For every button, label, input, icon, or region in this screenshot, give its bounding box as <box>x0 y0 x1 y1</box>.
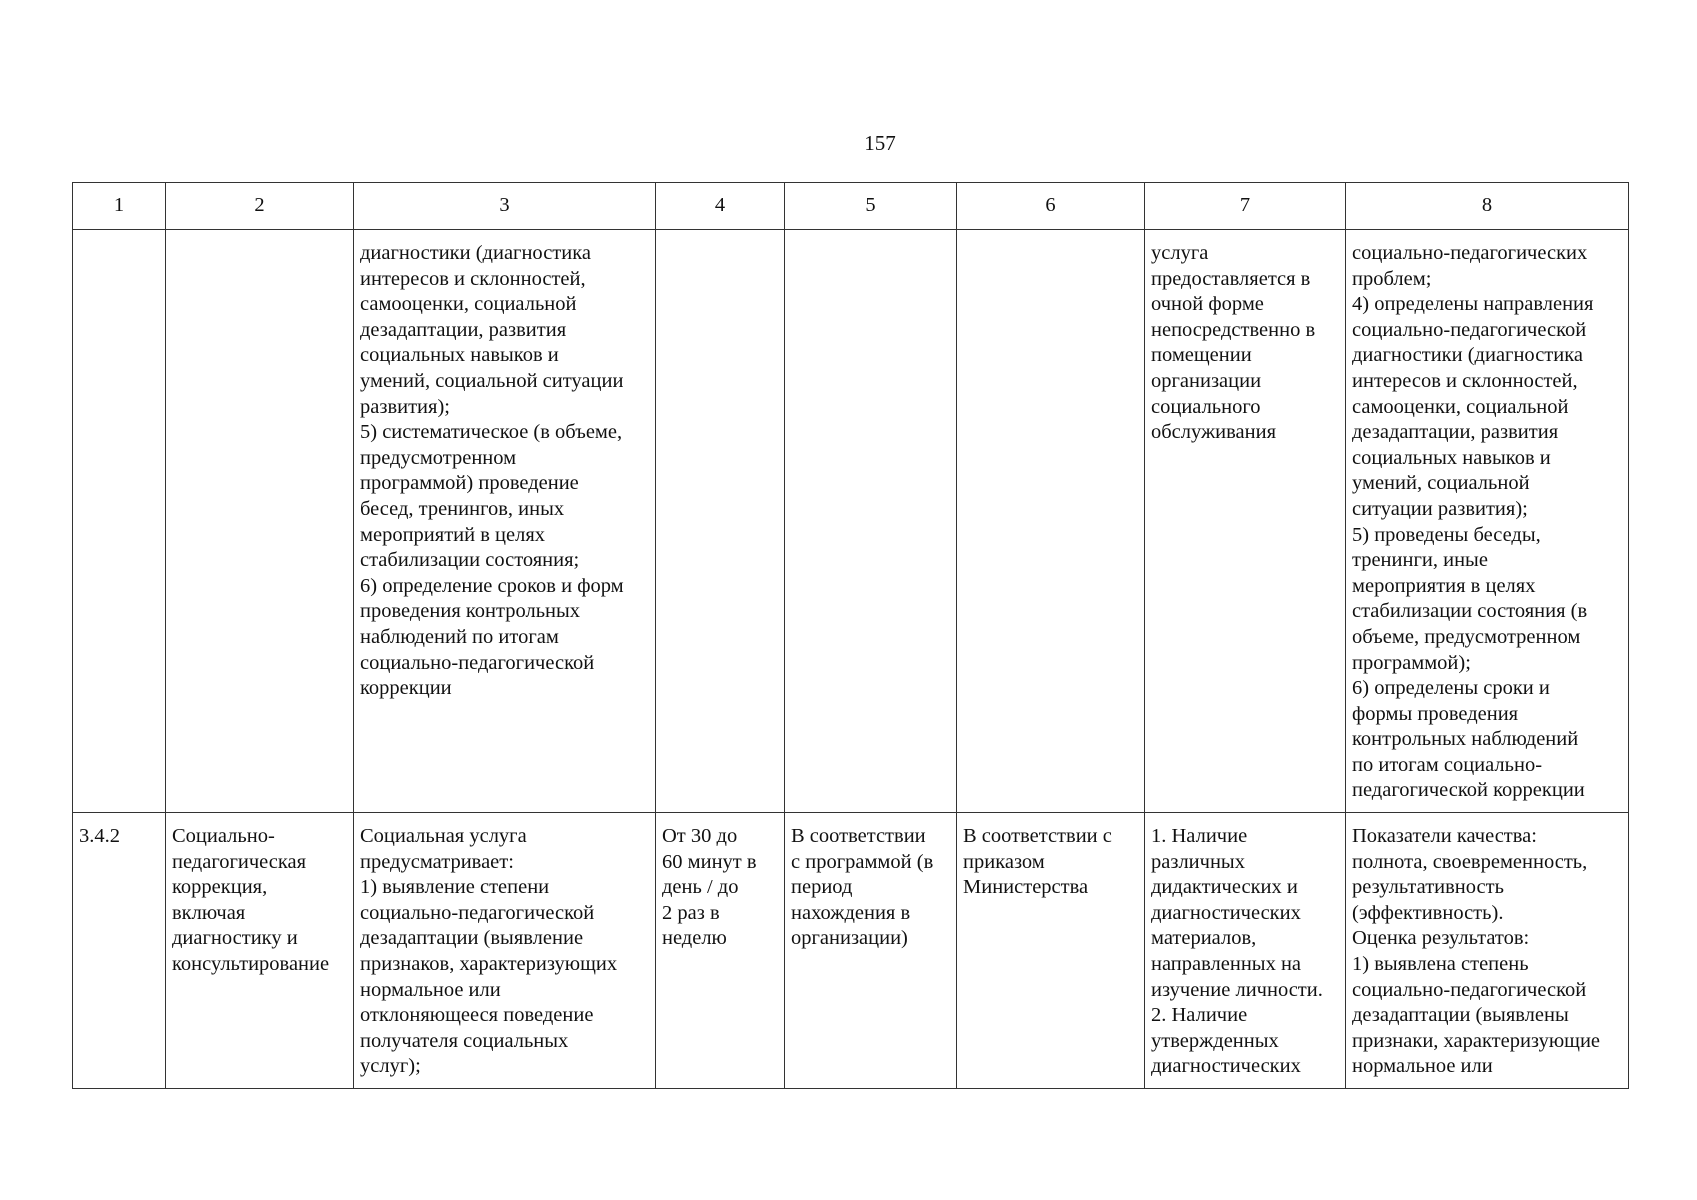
service-quality-cell <box>1346 813 1629 1089</box>
cell-text-line: организации) <box>791 927 908 950</box>
cell-text-line: социального <box>1151 395 1261 418</box>
cell-text-line: интересов и склонностей, <box>1352 369 1578 392</box>
cell-text-line: помещении <box>1151 344 1252 367</box>
cell-text-line: результативность <box>1352 876 1504 899</box>
cell-text-line: по итогам социально- <box>1352 753 1543 776</box>
column-number-row <box>73 183 1629 230</box>
cell-text-line: полнота, своевременность, <box>1352 850 1588 873</box>
cell-text-line: 6) определение сроков и форм <box>360 574 624 597</box>
cell-text-line: 5) проведены беседы, <box>1352 523 1541 546</box>
table-cell <box>1145 230 1346 813</box>
cell-text-line: бесед, тренингов, иных <box>360 497 565 520</box>
service-table <box>72 182 1629 1089</box>
cell-text-line: тренинги, иные <box>1352 549 1488 572</box>
table-cell <box>656 230 785 813</box>
cell-text-line: мероприятий в целях <box>360 523 546 546</box>
cell-text-line: период <box>791 876 853 899</box>
cell-text-line: проблем; <box>1352 267 1432 290</box>
cell-text-line: программой) проведение <box>360 472 579 495</box>
cell-text-line: с программой (в <box>791 850 934 873</box>
cell-text-line: Министерства <box>963 876 1089 899</box>
cell-text-line: материалов, <box>1151 927 1257 950</box>
cell-text-line: дезадаптации, развития <box>360 318 567 341</box>
cell-text-line: Показатели качества: <box>1352 825 1537 847</box>
cell-text-line: диагностических <box>1151 901 1301 924</box>
cell-text-line: диагностических <box>1151 1055 1301 1078</box>
table-cell <box>1346 230 1629 813</box>
cell-text-line: 1) выявление степени <box>360 876 550 899</box>
table-cell <box>73 230 166 813</box>
column-number-cell: 7 <box>1145 183 1346 230</box>
table-cell <box>957 230 1145 813</box>
column-number-cell: 5 <box>785 183 957 230</box>
cell-text-line: мероприятия в целях <box>1352 574 1536 597</box>
cell-text-line: получателя социальных <box>360 1029 569 1052</box>
cell-text-line: дезадаптации, развития <box>1352 421 1559 444</box>
cell-text-line: услуг); <box>360 1055 421 1078</box>
cell-text-line: развития); <box>360 395 450 418</box>
cell-text-line: организации <box>1151 369 1262 392</box>
cell-text-line: самооценки, социальной <box>1352 395 1569 418</box>
cell-text-line: нахождения в <box>791 901 911 924</box>
cell-text-line: 60 минут в <box>662 850 757 873</box>
cell-text-line: педагогическая <box>172 850 307 873</box>
cell-text-line: консультирование <box>172 952 330 975</box>
cell-text-line: интересов и склонностей, <box>360 267 586 290</box>
cell-text-line: нормальное или <box>360 978 501 1001</box>
cell-text-line: дезадаптации (выявлены <box>1352 1004 1569 1027</box>
cell-text-line: диагностики (диагностика <box>360 242 591 264</box>
cell-text-line: В соответствии <box>791 825 926 847</box>
cell-text-line: очной форме <box>1151 293 1264 316</box>
cell-text-line: непосредственно в <box>1151 318 1316 341</box>
cell-text-line: включая <box>172 901 246 924</box>
cell-text-line: утвержденных <box>1151 1029 1279 1052</box>
cell-text-line: обслуживания <box>1151 421 1277 444</box>
cell-text-line: приказом <box>963 850 1045 873</box>
cell-text-line: признаки, характеризующие <box>1352 1029 1601 1052</box>
service-number-cell <box>73 813 166 1089</box>
cell-text-line: наблюдений по итогам <box>360 625 559 648</box>
column-number-cell: 8 <box>1346 183 1629 230</box>
cell-text-line: социальных навыков и <box>1352 446 1551 469</box>
cell-text-line: От 30 до <box>662 825 738 847</box>
cell-text-line: объеме, предусмотренном <box>1352 625 1581 648</box>
cell-text-line: дидактических и <box>1151 876 1298 899</box>
cell-text-line: социально-педагогической <box>360 651 595 674</box>
cell-text-line: 1) выявлена степень <box>1352 952 1529 975</box>
table-cell <box>785 230 957 813</box>
cell-text-line: социально-педагогической <box>360 901 595 924</box>
service-cost-cell <box>957 813 1145 1089</box>
cell-text-line: направленных на <box>1151 952 1302 975</box>
cell-text-line: услуга <box>1151 242 1209 264</box>
cell-text-line: программой); <box>1352 651 1471 674</box>
column-number-cell: 1 <box>73 183 166 230</box>
cell-text-line: неделю <box>662 927 727 950</box>
cell-text-line: проведения контрольных <box>360 600 581 623</box>
cell-text-line: (эффективность). <box>1352 901 1504 924</box>
column-number-cell: 3 <box>354 183 656 230</box>
cell-text-line: 2 раз в <box>662 901 720 924</box>
cell-text-line: признаков, характеризующих <box>360 952 618 975</box>
service-description-cell <box>354 813 656 1089</box>
cell-text-line: 1. Наличие <box>1151 825 1248 847</box>
cell-text-line: социально-педагогической <box>1352 318 1587 341</box>
cell-text-line: стабилизации состояния (в <box>1352 600 1588 623</box>
cell-text-line: В соответствии с <box>963 825 1112 847</box>
cell-text-line: диагностики (диагностика <box>1352 344 1583 367</box>
cell-text-line: контрольных наблюдений <box>1352 728 1579 751</box>
cell-text-line: Оценка результатов: <box>1352 927 1530 950</box>
service-name-cell <box>166 813 354 1089</box>
cell-text-line: ситуации развития); <box>1352 497 1528 520</box>
cell-text-line: предусмотренном <box>360 446 517 469</box>
column-number-cell: 6 <box>957 183 1145 230</box>
table-row <box>73 230 1629 813</box>
cell-text-line: социальных навыков и <box>360 344 559 367</box>
cell-text-line: социально-педагогических <box>1352 242 1588 264</box>
page-number: 157 <box>864 131 896 155</box>
cell-text-line: Социально- <box>172 825 275 847</box>
cell-text-line: социально-педагогической <box>1352 978 1587 1001</box>
cell-text-line: изучение личности. <box>1151 978 1323 1001</box>
cell-text-line: отклоняющееся поведение <box>360 1004 594 1027</box>
cell-text-line: коррекция, <box>172 876 268 899</box>
column-number-cell: 4 <box>656 183 785 230</box>
cell-text-line: самооценки, социальной <box>360 293 577 316</box>
cell-text-line: диагностику и <box>172 927 298 950</box>
cell-text-line: умений, социальной ситуации <box>360 369 624 392</box>
cell-text-line: предоставляется в <box>1151 267 1311 290</box>
table-cell <box>166 230 354 813</box>
cell-text-line: 2. Наличие <box>1151 1004 1248 1027</box>
cell-text-line: предусматривает: <box>360 850 514 873</box>
cell-text-line: различных <box>1151 850 1245 873</box>
service-duration-cell <box>656 813 785 1089</box>
cell-text-line: стабилизации состояния; <box>360 549 580 572</box>
service-conditions-cell <box>1145 813 1346 1089</box>
cell-text-line: нормальное или <box>1352 1055 1493 1078</box>
cell-text-line: 6) определены сроки и <box>1352 677 1550 700</box>
table-row <box>73 813 1629 1089</box>
cell-text-line: 4) определены направления <box>1352 293 1594 316</box>
table-cell <box>354 230 656 813</box>
cell-text-line: 5) систематическое (в объеме, <box>360 421 623 444</box>
column-number-cell: 2 <box>166 183 354 230</box>
service-period-cell <box>785 813 957 1089</box>
cell-text-line: умений, социальной <box>1352 472 1530 495</box>
cell-text-line: день / до <box>662 876 739 899</box>
cell-text-line: коррекции <box>360 677 452 700</box>
cell-text-line: Социальная услуга <box>360 825 527 847</box>
cell-text-line: формы проведения <box>1352 702 1519 725</box>
cell-text-line: дезадаптации (выявление <box>360 927 584 950</box>
cell-text-line: педагогической коррекции <box>1352 779 1585 802</box>
cell-text-line: 3.4.2 <box>79 825 120 847</box>
